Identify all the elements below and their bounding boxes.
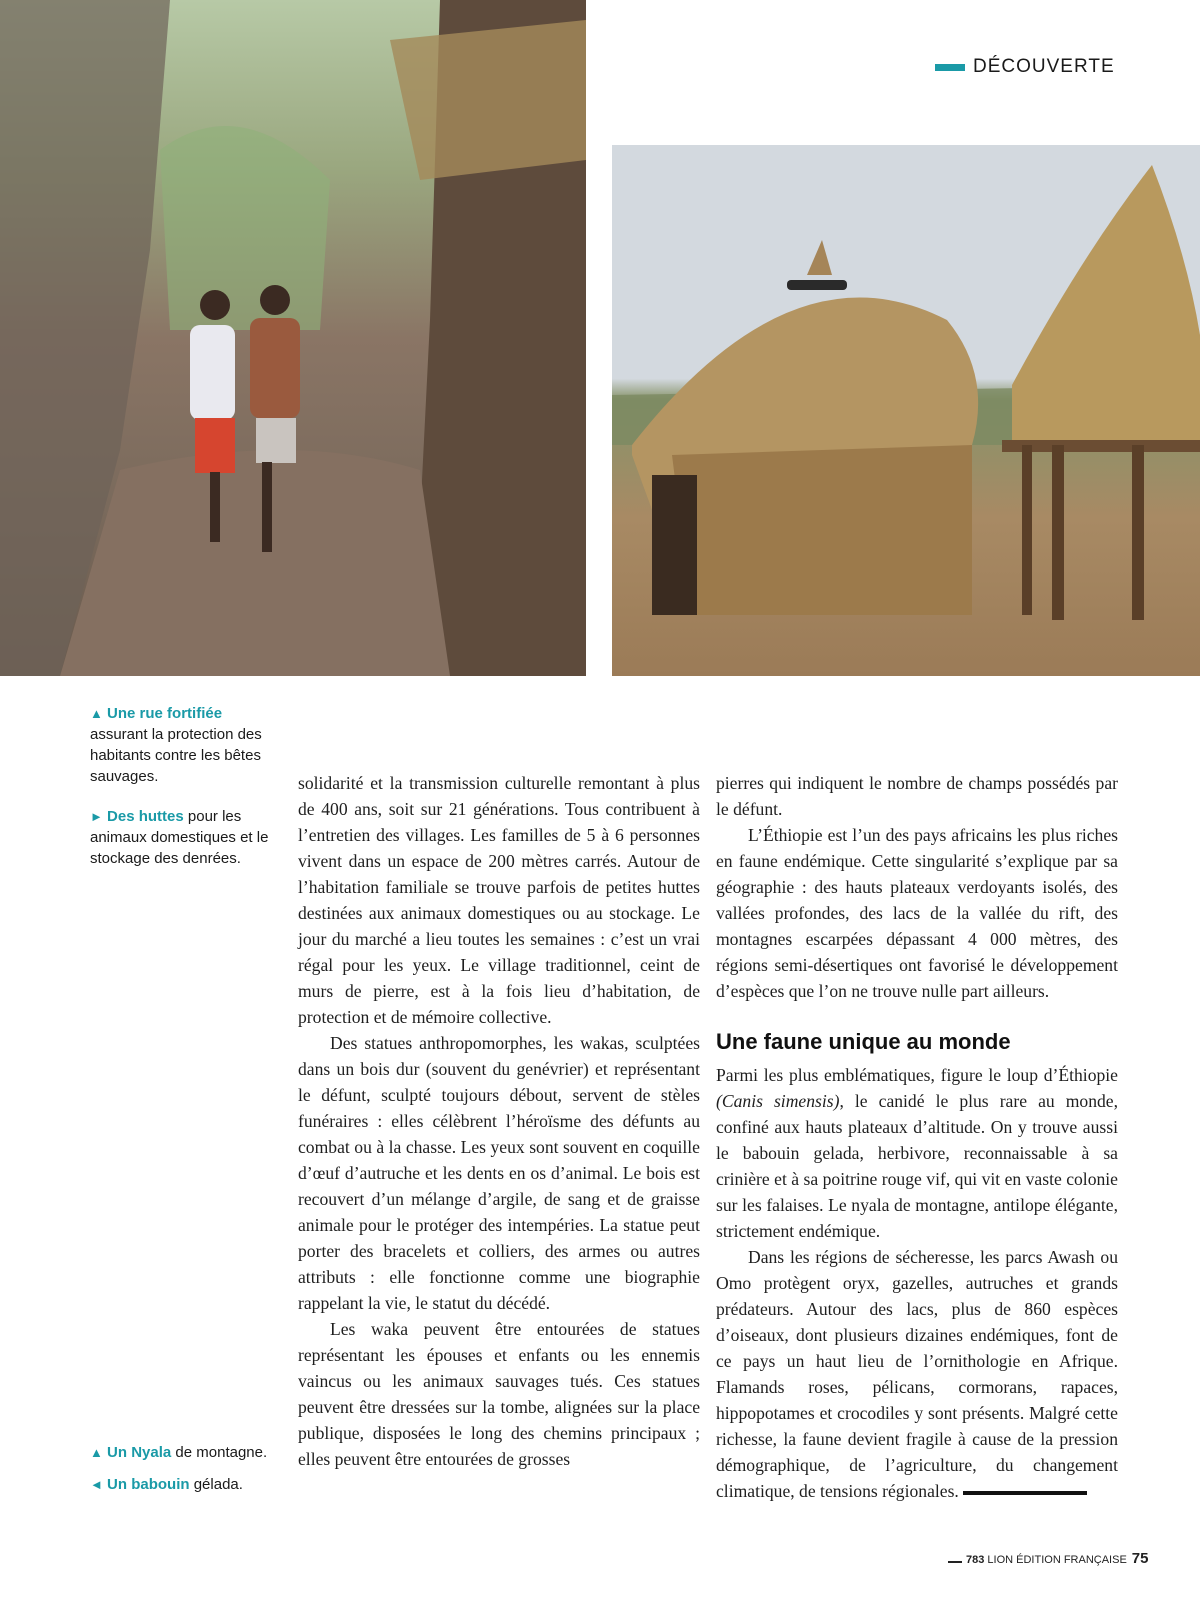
section-label: DÉCOUVERTE	[973, 56, 1115, 77]
photo-huts	[612, 145, 1200, 676]
paragraph: pierres qui indiquent le nombre de champs possédés par le défunt.	[716, 773, 1118, 819]
paragraph	[716, 1244, 1118, 1504]
caption-arrow-icon: ▲	[90, 706, 103, 721]
paragraph: solidarité et la transmission culturelle remontant à plus de 400 ans, soit sur 21 générations. Tous contribuent à l’entretien des villages. Les familles de 5 à 6 personnes vivent dans un espace de 200 mètres carrés. Autour de l’habitation familiale se trouve parfois de petites huttes destinées aux animaux domestiques ou au stockage. Le jour du marché a lieu toutes les semaines : c’est un vrai régal pour les yeux. Le village traditionnel, ceint de murs de pierre, est à la fois lieu d’habitation, de protection et de mémoire collective.	[298, 773, 700, 1027]
paragraph-text: Parmi les plus emblématiques, figure le loup d’Éthiopie	[716, 1065, 1118, 1085]
paragraph: Des statues anthropomorphes, les wakas, sculptées dans un bois dur (souvent du genévrier) et représentant le défunt, sculpté toujours débout, servent de stèles funéraires : elles célèbrent l’héroïsme des défunts au combat ou à la chasse. Les yeux sont souvent en coquille d’œuf d’autruche et les dents en os d’animal. Le bois est recouvert d’un mélange d’argile, de sang et de graisse animale pour le protéger des intempéries. La statue peut porter des bracelets et colliers, des armes ou autres attributs : elle fonctionne comme une biographie rappelant la vie, le statut du décédé.	[298, 1033, 700, 1313]
caption-text: assurant la protection des habitants contre les bêtes sauvages.	[90, 726, 262, 785]
section-heading: Une faune unique au monde	[716, 1029, 1011, 1054]
caption-baboon	[90, 1474, 278, 1495]
caption-title: Un Nyala	[107, 1444, 172, 1461]
paragraph-text: Dans les régions de sécheresse, les parcs Awash ou Omo protègent oryx, gazelles, autruches et grands prédateurs. Autour des lacs, plus de 860 espèces d’oiseaux, dont plusieurs dizaines endémiques, font de ce pays un haut lieu de l’ornithologie en Afrique. Flamands roses, pélicans, cormorans, rapaces, hippopotames et crocodiles y sont présents. Malgré cette richesse, la faune devient fragile à cause de la pression démographique, de l’agriculture, du changement climatique, de tensions régionales.	[716, 1247, 1118, 1501]
caption-street	[90, 703, 278, 787]
caption-arrow-icon: ◄	[90, 1477, 103, 1492]
caption-title: Une rue fortifiée	[107, 705, 223, 722]
article-column-1	[298, 770, 700, 1472]
paragraph-text: , le canidé le plus rare au monde, confiné aux hauts plateaux d’altitude. On y trouve aussi le babouin gelada, herbivore, reconnaissable à sa crinière et à sa poitrine rouge vif, qui vit en vaste colonie sur les falaises. Le nyala de montagne, antilope élégante, strictement endémique.	[716, 1091, 1118, 1241]
page-footer	[948, 1550, 1148, 1567]
end-of-article-rule	[963, 1491, 1087, 1495]
photo-fortified-street	[0, 0, 586, 676]
page-number: 75	[1131, 1550, 1149, 1567]
caption-arrow-icon: ▲	[90, 1445, 103, 1460]
caption-huts	[90, 806, 278, 869]
caption-text: gélada.	[189, 1476, 243, 1493]
species-name: (Canis simensis)	[716, 1091, 840, 1111]
section-accent-bar	[935, 64, 965, 71]
paragraph	[716, 1062, 1118, 1244]
paragraph: L’Éthiopie est l’un des pays africains les plus riches en faune endémique. Cette singularité s’explique par sa géographie : des hauts plateaux verdoyants isolés, des vallées profondes, des lacs de la vallée du rift, des montagnes escarpées dépassant 4 000 mètres, des régions semi-désertiques ont favorisé le développement d’espèces que l’on ne trouve nulle part ailleurs.	[716, 825, 1118, 1001]
article-column-2	[716, 770, 1118, 1504]
issue-number: 783	[966, 1554, 985, 1566]
caption-title: Des huttes	[107, 808, 184, 825]
caption-text: de montagne.	[171, 1444, 268, 1461]
caption-arrow-icon: ►	[90, 809, 103, 824]
caption-title: Un babouin	[107, 1476, 190, 1493]
caption-nyala	[90, 1442, 278, 1463]
paragraph: Les waka peuvent être entourées de statues représentant les épouses et enfants ou les ennemis vaincus ou les animaux sauvages tués. Ces statues peuvent être dressées sur la tombe, alignées sur la place publique, disposées le long des chemins principaux ; elles peuvent être entourées de grosses	[298, 1319, 700, 1469]
footer-dash	[948, 1561, 962, 1563]
caption-text: pour les animaux domestiques et le stockage des denrées.	[90, 808, 269, 867]
section-tag	[935, 56, 1115, 78]
publication-name: LION ÉDITION FRANÇAISE	[987, 1554, 1127, 1566]
